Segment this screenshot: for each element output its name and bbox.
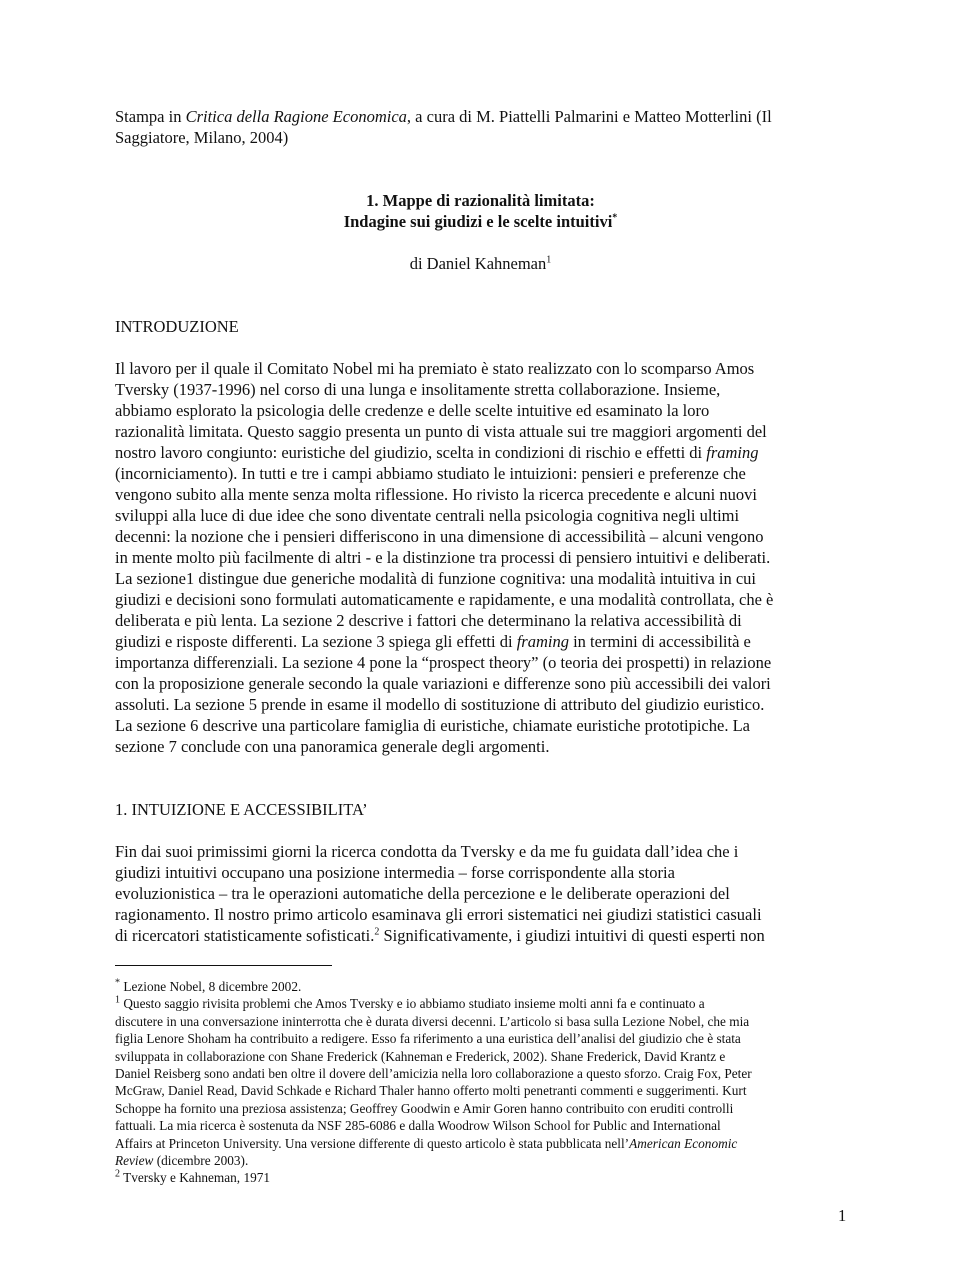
paper-title: 1. Mappe di razionalità limitata: Indagine sui giudizi e le scelte intuitivi* bbox=[343, 191, 618, 231]
intro-paragraph: Il lavoro per il quale il Comitato Nobel mi ha premiato è stato realizzato con lo scomparso Amos Tversky (1937-1996) nel corso di una lunga e insolitamente stretta collaborazione. Insieme, abbiamo esplorato la psicologia delle credenze e delle scelte intuitive ed esaminato la loro razionalità limitata. Questo saggio presenta un punto di vista attuale sui tre maggiori argomenti del nostro lavoro congiunto: euristiche del giudizio, scelta in condizioni di rischio e effetti di framing (incorniciamento). In tutti e tre i campi abbiamo studiato le intuizioni: pensieri e preferenze che vengono subito alla mente senza molta riflessione. Ho rivisto la ricerca precedente e alcuni nuovi sviluppi alla luce di due idee che sono diventate centrali nella psicologia cognitiva negli ultimi decenni: la nozione che i pensieri differiscono in una dimensione di accessibilità – alcuni vengono in mente molto più facilmente di altri - e la distinzione tra processi di pensiero intuitivi e deliberati. La sezione1 distingue due generiche modalità di funzione cognitiva: una modalità intuitiva in cui giudizi e decisioni sono formulati automaticamente e rapidamente, e una modalità controllata, che è deliberata e più lenta. La sezione 2 descrive i fattori che determinano la relativa accessibilità di giudizi e risposte differenti. La sezione 3 spiega gli effetti di framing in termini di accessibilità e importanza differenziali. La sezione 4 pone la “prospect theory” (o teoria dei prospetti) in relazione con la proposizione generale secondo la quale variazioni e differenze sono più accessibili dei valori assoluti. La sezione 5 prende in esame il modello di sostituzione di attributo del giudizio euristico. La sezione 6 descrive una particolare famiglia di euristiche, chiamate euristiche prototipiche. La sezione 7 conclude con una panoramica generale degli argomenti. bbox=[115, 359, 774, 756]
footnotes: * Lezione Nobel, 8 dicembre 2002. $^1$ Questo saggio rivisita problemi che Amos Tversky e io abbiamo studiato insieme molti anni fa e continuato a discutere in una conversazione ininterrotta che è durata diversi decenni. L’articolo si basa sulla Lezione Nobel, che mia figlia Lenore Shoham ha contribuito a redigere. Esso fa riferimento a una euristica dell’analisi del giudizio che è stata sviluppata in collaborazione con Shane Frederick (Kahneman e Frederick, 2002). Shane Frederick, David Krantz e Daniel Reisberg sono andati ben oltre il dovere dell’amicizia nella loro collaborazione a questo sforzo. Craig Fox, Peter McGraw, Daniel Read, David Schkade e Richard Thaler hanno offerto molti penetranti commenti e suggerimenti. Kurt Schoppe ha fornito una preziosa assistenza; Geoffrey Goodwin e Amir Goren hanno contribuito con eruditi controlli fattuali. La mia ricerca è sostenuta da NSF 285-6086 e dalla Woodrow Wilson School for Public and International Affairs at Princeton University. Una versione differente di questo articolo è stata pubblicata nell’American Economic Review (dicembre 2003). $^2$ Tversky e Kahneman, 1971 bbox=[115, 978, 846, 1187]
section-1-heading: 1. INTUIZIONE E ACCESSIBILITA’ bbox=[115, 800, 368, 819]
footnote-star: * Lezione Nobel, 8 dicembre 2002. bbox=[115, 977, 302, 994]
author-line: di Daniel Kahneman$^1$ bbox=[409, 254, 552, 273]
footnote-1: $^1$ Questo saggio rivisita problemi che Amos Tversky e io abbiamo studiato insieme molti anni fa e continuato a bbox=[115, 994, 705, 1012]
footnote-mark-1: 1 bbox=[546, 254, 552, 266]
footnote-2: $^2$ Tversky e Kahneman, 1971 bbox=[115, 1169, 271, 1186]
footnote-mark-2: 2 bbox=[374, 926, 380, 938]
footnote-mark-star: * bbox=[612, 212, 618, 224]
document-page bbox=[115, 106, 846, 1187]
intro-heading: INTRODUZIONE bbox=[115, 317, 239, 336]
page-number: 1 bbox=[838, 1206, 847, 1225]
section-1-paragraph: Fin dai suoi primissimi giorni la ricerca condotta da Tversky e da me fu guidata dall’idea che i giudizi intuitivi occupano una posizione intermedia – forse corrispondente alla storia evoluzionistica – tra le operazioni automatiche della percezione e le deliberate operazioni del ragionamento. Il nostro primo articolo esaminava gli errori sistematici nei giudizi statistici casuali di ricercatori statisticamente sofisticati.$^2$ Significativamente, i giudizi intuitivi di questi esperti non bbox=[115, 842, 765, 945]
publication-note: Stampa in Critica della Ragione Economica, a cura di M. Piattelli Palmarini e Matteo Motterlini (Il Saggiatore, Milano, 2004) bbox=[115, 107, 772, 147]
